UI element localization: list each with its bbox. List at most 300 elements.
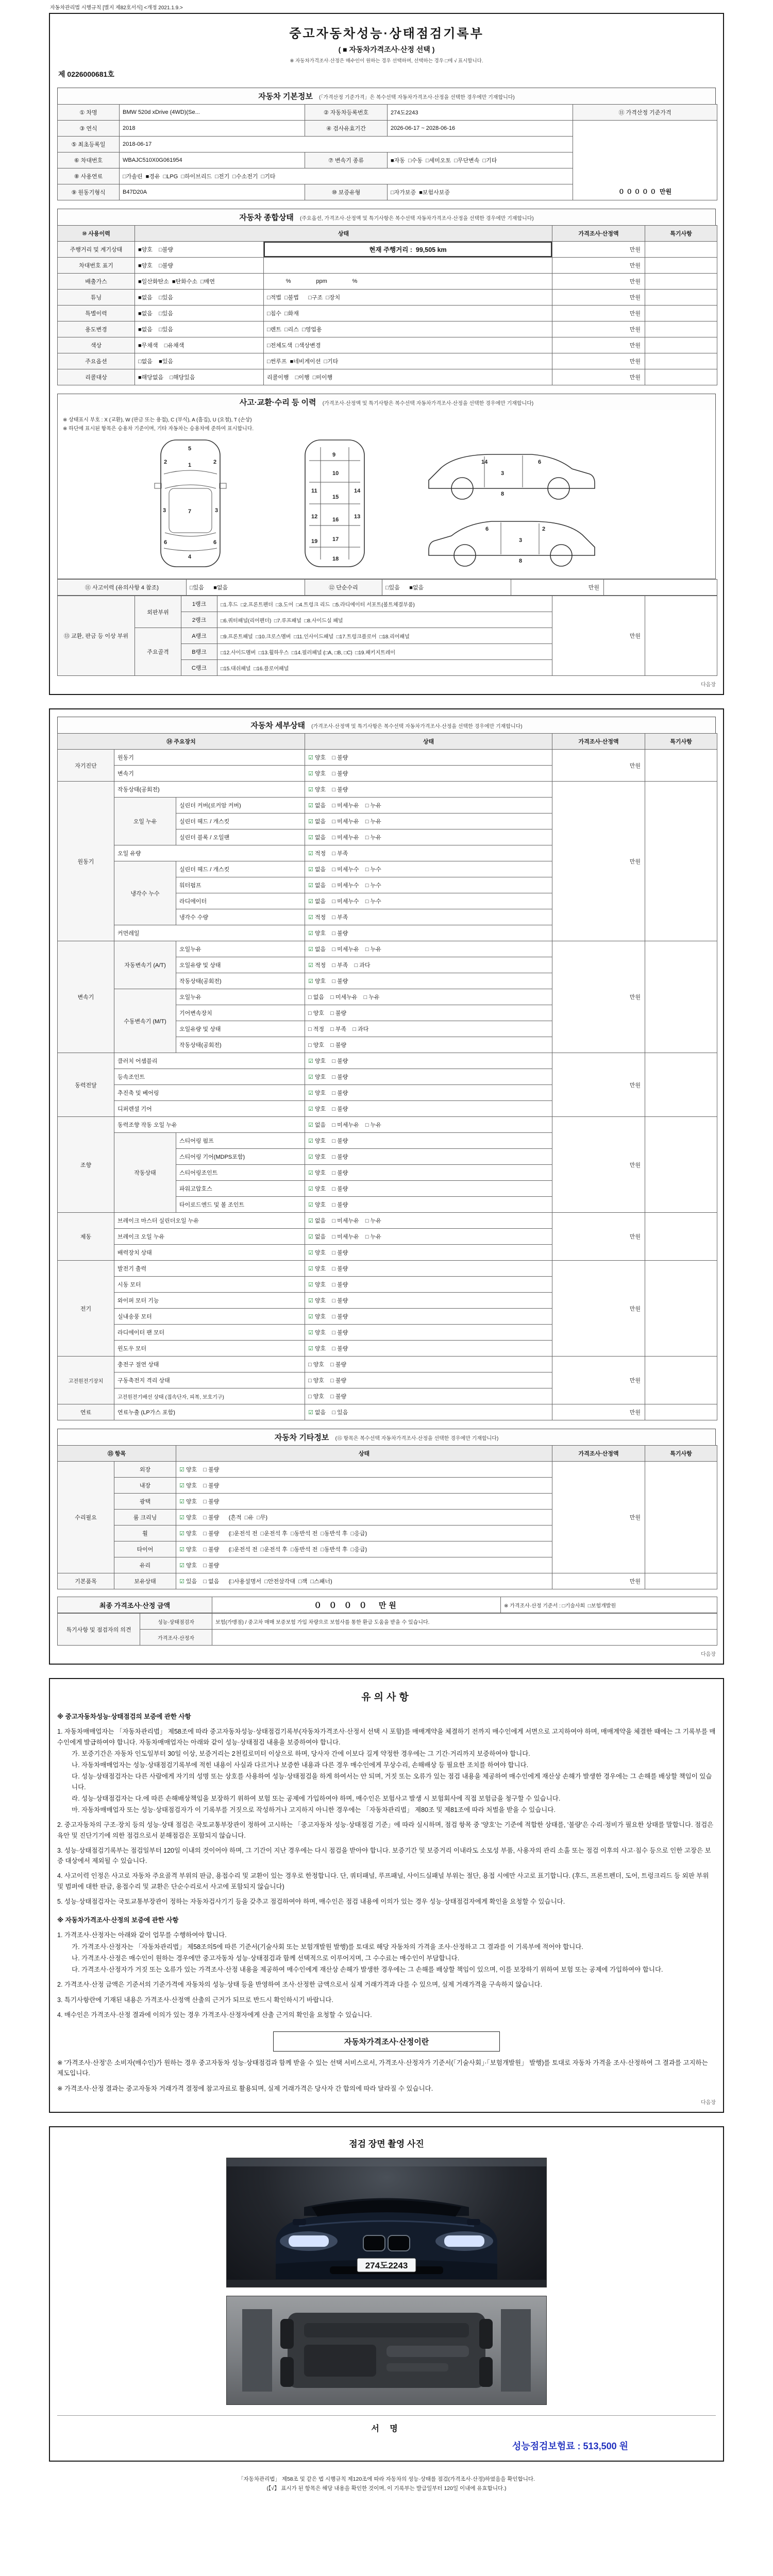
svg-text:11: 11 <box>311 488 317 494</box>
page-title: 중고자동차성능·상태점검기록부 <box>289 27 484 41</box>
paragraph: 다. 성능·상태점검자는 다른 사람에게 자기의 성명 또는 상호를 사용하여 성능·상태점검을 하게 하여서는 안 되며, 거짓 또는 오류가 있는 점검 내용을 제공하여 매수인에게 재산상 손해가 발생한 경우에는 그 손해를 배상할 책임이 있습니다. <box>72 1773 712 1791</box>
cell: ② 자동차등록번호 <box>305 105 388 121</box>
cell <box>645 1053 717 1117</box>
cell: ■없음 □있음 <box>135 321 264 337</box>
cell: 커먼레일 <box>114 925 305 941</box>
cell: 등속조인트 <box>114 1069 305 1085</box>
cell: ☑ 양호 □ 불량 <box>305 1261 552 1277</box>
cell: 튜닝 <box>58 290 135 306</box>
cell: C랭크 <box>181 660 217 676</box>
next-page-label-3: 다음장 <box>701 2099 716 2106</box>
cell: ■없음 □있음 <box>135 290 264 306</box>
header-cell: ⑮ 항목 <box>58 1446 176 1462</box>
cell: ☑ 양호 □ 불량 <box>305 1341 552 1357</box>
next-page-label-1: 다음장 <box>701 682 716 688</box>
cell: ☑ 적정 □ 부족 <box>305 845 552 861</box>
cell: □ 양호 □ 불량 <box>305 1005 552 1021</box>
car-panel-diagram <box>63 433 702 572</box>
cell: 브레이크 오일 누유 <box>114 1229 305 1245</box>
cell: ☑ 없음 □ 미세누유 □ 누유 <box>305 829 552 845</box>
svg-text:4: 4 <box>188 554 192 560</box>
cell: 시동 모터 <box>114 1277 305 1293</box>
next-page-label-2: 다음장 <box>701 1652 716 1657</box>
cell: 광택 <box>114 1494 176 1510</box>
cell: 2018 <box>120 121 305 137</box>
cell: 변속기 <box>114 766 305 782</box>
paragraph: 2. 가격조사·산정 금액은 기준서의 기준가격에 자동차의 성능·상태 등을 반영하여 조사·산정한 금액으로서 실제 거래가격과 다를 수 있으며, 실제 거래가격을 구속하지 않습니다. <box>57 1981 543 1989</box>
svg-text:5: 5 <box>188 446 192 452</box>
cell <box>645 1357 717 1404</box>
cell <box>645 258 717 274</box>
cell <box>645 321 717 337</box>
cell: ☑ 양호 □ 불량 <box>176 1462 552 1478</box>
cell: 수동변속기 (M/T) <box>114 989 176 1053</box>
cell: □있음 ■없음 <box>382 580 511 596</box>
cell: 만원 <box>552 1261 645 1357</box>
cell <box>645 290 717 306</box>
cell: ☑ 없음 □ 미세누유 □ 누유 <box>305 1229 552 1245</box>
cell: ☑ 양호 □ 불량 <box>305 1325 552 1341</box>
paragraph: 나. 가격조사·산정은 매수인이 원하는 경우에만 중고자동차 성능·상태점검과 함께 선택적으로 이루어지며, 그 수수료는 매수인이 부담합니다. <box>72 1954 460 1962</box>
cell: 윈도우 모터 <box>114 1341 305 1357</box>
cell: ☑ 양호 □ 불량 <box>176 1494 552 1510</box>
header-cell: ⑩ 사용이력 <box>58 226 135 242</box>
cell: 만원 <box>511 580 604 596</box>
cell: 만원 <box>552 1462 645 1573</box>
exchange-panel-table <box>57 596 716 676</box>
cell: 배력장치 상태 <box>114 1245 305 1261</box>
header-cell: 특기사항 <box>645 226 717 242</box>
paragraph: ※ 가격조사·산정 결과는 중고자동차 거래가격 결정에 참고자료로 활용되며, 실제 거래가격은 당사자 간 합의에 따라 달라질 수 있습니다. <box>57 2084 433 2092</box>
overall-title: 자동차 종합상태 <box>239 213 294 222</box>
paragraph: 마. 자동차매매업자 또는 성능·상태점검자가 이 기록부를 거짓으로 작성하거나 고지하지 아니한 경우에는 「자동차관리법」 제80조 및 제81조에 따라 처벌을 받을 수 있습니다. <box>72 1806 556 1814</box>
car-diagram-underbody-view <box>305 440 364 567</box>
paragraph: 2. 중고자동차의 구조·장치 등의 성능·상태 점검은 국토교통부장관이 정하여 고시하는 「중고자동차 성능·상태점검 기준」에 따라 실시하며, 점검 항목 중 '양호'는 기준에 적합한 상태를, '불량'은 수리·정비가 필요한 상태를 말합니다. 점검은 육안 및 진단기기에 의한 점검으로서 분해점검은 포함되지 않습니다. <box>57 1821 714 1839</box>
accident-note: (가격조사·산정액 및 특기사항은 복수선택 자동차가격조사·산정을 선택한 경우에만 기재합니다) <box>322 401 534 406</box>
cell: 최종 가격조사·산정 금액 <box>58 1597 212 1613</box>
paragraph: 다. 가격조사·산정자가 거짓 또는 오류가 있는 가격조사·산정 내용을 제공하여 매수인에게 재산상 손해가 발생한 경우에는 그 손해를 배상할 책임이 있으며, 이를 보장하기 위하여 보험 또는 공제에 가입하여야 합니다. <box>72 1966 663 1973</box>
cell: 차대번호 표기 <box>58 258 135 274</box>
detail-title: 자동차 세부상태 <box>250 721 305 730</box>
header-cell: ⑭ 주요장치 <box>58 734 305 750</box>
detail-band <box>57 717 716 733</box>
cell: ※ 가격조사·산정 기준서 : □기술사회 □보험개발원 <box>501 1597 717 1613</box>
svg-text:3: 3 <box>163 507 166 514</box>
cell: 만원 <box>552 290 645 306</box>
svg-text:16: 16 <box>332 517 339 523</box>
cell: 동력조향 작동 오일 누유 <box>114 1117 305 1133</box>
cell: 현재 주행거리 : 99,505 km <box>264 242 552 258</box>
cell: ■자동 □수동 □세미오토 □무단변속 □기타 <box>388 152 573 168</box>
cell <box>264 258 552 274</box>
cell: □있음 ■없음 <box>187 580 305 596</box>
paragraph: 1. 가격조사·산정자는 아래와 같이 업무를 수행하여야 합니다. <box>57 1931 227 1939</box>
cell <box>645 369 717 385</box>
cell: 만원 <box>552 1573 645 1589</box>
cell: 만원 <box>552 369 645 385</box>
paragraph: 4. 매수인은 가격조사·산정 결과에 이의가 있는 경우 가격조사·산정자에게 산출 근거의 확인을 요청할 수 있습니다. <box>57 2011 372 2019</box>
cell: 만원 <box>552 321 645 337</box>
doc-number: 제 0226000681호 <box>58 70 114 78</box>
cell: 만원 <box>552 274 645 290</box>
svg-text:14: 14 <box>481 459 488 465</box>
paragraph: 3. 특기사항란에 기재된 내용은 가격조사·산정액 산출의 근거가 되므로 반드시 확인하시기 바랍니다. <box>57 1996 333 2004</box>
cell: 추진축 및 베어링 <box>114 1085 305 1101</box>
cell: 작동상태(공회전) <box>176 973 305 989</box>
svg-text:13: 13 <box>354 514 361 520</box>
cell: 동력전달 <box>58 1053 114 1117</box>
cell: ☑ 양호 □ 불량 (□운전석 전 □운전석 후 □동반석 전 □동반석 후 □응급) <box>176 1541 552 1557</box>
cell: □침수 □화재 <box>264 306 552 321</box>
cell: 조향 <box>58 1117 114 1213</box>
svg-text:6: 6 <box>213 539 217 546</box>
cell <box>645 782 717 941</box>
cell: ☑ 없음 □ 미세누수 □ 누수 <box>305 861 552 877</box>
cell: 보유상태 <box>114 1573 176 1589</box>
cell: □6.쿼터패널(리어펜더) □7.루프패널 □8.사이드실 패널 <box>217 612 552 628</box>
cell: □전체도색 □색상변경 <box>264 337 552 353</box>
cell: 워터펌프 <box>176 877 305 893</box>
cell: ☑ 양호 □ 불량 (□운전석 전 □운전석 후 □동반석 전 □동반석 후 □응급) <box>176 1526 552 1541</box>
cell: 연료누출 (LP가스 포함) <box>114 1404 305 1420</box>
cell: 외판부위 <box>135 596 181 628</box>
cell: ☑ 없음 □ 미세누유 □ 누유 <box>305 1117 552 1133</box>
page-subtitle-note: ※ 자동차가격조사·산정은 매수인이 원하는 경우 선택하며, 선택하는 경우 □에 √ 표시합니다. <box>290 58 483 64</box>
cell <box>645 1117 717 1213</box>
cell: 작동상태(공회전) <box>176 1037 305 1053</box>
cell: 스티어링조인트 <box>176 1165 305 1181</box>
notes-paragraphs <box>57 1711 716 2020</box>
header-cell: 특기사항 <box>645 1446 717 1462</box>
cell: 1랭크 <box>181 596 217 612</box>
detail-state-table <box>57 733 716 1420</box>
cell: ☑ 양호 □ 불량 <box>305 1165 552 1181</box>
cell: ☑ 양호 □ 불량 <box>305 1277 552 1293</box>
cell: 스티어링 펌프 <box>176 1133 305 1149</box>
svg-text:3: 3 <box>215 507 219 514</box>
header-cell: 상태 <box>135 226 552 242</box>
cell: 파워고압호스 <box>176 1181 305 1197</box>
license-plate-number: 274도2243 <box>365 2260 408 2270</box>
svg-text:3: 3 <box>501 470 505 477</box>
legal-footer-line-2: (【√】 표시가 된 항목은 해당 내용을 확인한 것이며, 이 기록부는 발급일부터 120일 이내에 유효합니다.) <box>266 2485 507 2492</box>
cell: 특별이력 <box>58 306 135 321</box>
cell: □ 양호 □ 불량 <box>305 1388 552 1404</box>
cell: 주행거리 및 계기상태 <box>58 242 135 258</box>
paragraph: 가. 가격조사·산정자는 「자동차관리법」 제58조의5에 따른 기준서(기술사회 또는 보험개발원 발행)를 토대로 해당 자동차의 가격을 조사·산정하고 그 결과를 이 기록부에 적어야 합니다. <box>72 1943 583 1951</box>
cell: 만원 <box>552 941 645 1053</box>
cell: □썬루프 ■네비게이션 □기타 <box>264 353 552 369</box>
cell: ☑ 양호 □ 불량 <box>305 1181 552 1197</box>
cell: ⑪ 사고이력 (유의사항 4 참조) <box>58 580 187 596</box>
misc-info-table <box>57 1445 716 1589</box>
cell: 고전원전기장치 <box>58 1357 114 1404</box>
cell: □자가보증 ■보험사보증 <box>388 184 573 200</box>
paragraph: ※ 중고자동차성능·상태점검의 보증에 관한 사항 <box>57 1713 191 1720</box>
cell: ☑ 양호 □ 불량 <box>176 1478 552 1494</box>
overall-note: (주요옵션, 가격조사·산정액 및 특기사항은 복수선택 자동차가격조사·산정을 선택한 경우에만 기재합니다) <box>300 216 534 222</box>
cell: 충전구 절연 상태 <box>114 1357 305 1372</box>
cell <box>645 1213 717 1261</box>
cell <box>645 1462 717 1573</box>
cell: 자기진단 <box>58 750 114 782</box>
cell: ☑ 없음 □ 미세누수 □ 누수 <box>305 877 552 893</box>
cell: ☑ 양호 □ 불량 <box>305 1085 552 1101</box>
cell: 외장 <box>114 1462 176 1478</box>
diagram-legend-2: ※ 하단에 표시된 항목은 승용차 기준이며, 기타 자동차는 승용차에 준하여 표시합니다. <box>63 426 254 432</box>
overall-state-table <box>57 225 716 385</box>
cell: 클러치 어셈블리 <box>114 1053 305 1069</box>
cell: ⑦ 변속기 종류 <box>305 152 388 168</box>
section-box-main <box>49 13 724 695</box>
cell: ☑ 양호 □ 불량 <box>305 1293 552 1309</box>
svg-text:1: 1 <box>188 462 192 468</box>
svg-text:2: 2 <box>542 526 546 532</box>
cell: 냉각수 수량 <box>176 909 305 925</box>
svg-text:17: 17 <box>332 536 339 543</box>
diagram-legend-1: ※ 상태표시 부호 : X (교환), W (판금 또는 용접), C (부식), A (흠집), U (요철), T (손상) <box>63 417 252 423</box>
cell: 구동축전지 격리 상태 <box>114 1372 305 1388</box>
cell: WBAJC510X0G061954 <box>120 152 305 168</box>
cell: ③ 연식 <box>58 121 120 137</box>
cell: 오일 누유 <box>114 798 176 845</box>
cell: ⑪ 가격산정 기준가격 <box>573 105 717 121</box>
cell: 기본품목 <box>58 1573 114 1589</box>
cell: ☑ 없음 □ 있음 <box>305 1404 552 1420</box>
misc-title: 자동차 기타정보 <box>274 1433 329 1442</box>
cell: B47D20A <box>120 184 305 200</box>
cell: 용도변경 <box>58 321 135 337</box>
svg-text:15: 15 <box>332 494 339 500</box>
cell: 유리 <box>114 1557 176 1573</box>
paragraph: ※ '가격조사·산정'은 소비자(매수인)가 원하는 경우 중고자동차 성능·상태점검과 함께 받을 수 있는 선택 서비스로서, 가격조사·산정자가 기준서(「기술사회」·「보험개발원」 발행)를 토대로 자동차 가격을 조사·산정하여 그 결과를 고지하는 제도입니다. <box>57 2059 708 2077</box>
cell: ① 차명 <box>58 105 120 121</box>
cell: 브레이크 마스터 실린더오일 누유 <box>114 1213 305 1229</box>
cell <box>645 353 717 369</box>
cell: ⑥ 차대번호 <box>58 152 120 168</box>
svg-text:3: 3 <box>519 537 523 544</box>
cell: ⑤ 최초등록일 <box>58 137 120 152</box>
cell: ☑ 있음 □ 없음 (□사용설명서 □안전삼각대 □잭 □스패너) <box>176 1573 552 1589</box>
cell <box>645 941 717 1053</box>
cell: □9.프론트패널 □10.크로스멤버 □11.인사이드패널 □17.트렁크플로어 □18.리어패널 <box>217 628 552 644</box>
header-cell: 가격조사·산정액 <box>552 1446 645 1462</box>
cell <box>645 306 717 321</box>
cell: ■무채색 □유채색 <box>135 337 264 353</box>
cell: 보험(가맹점) / 중고차 매매 보증보험 가입 차량으로 보험사를 통한 환급 도움을 받을 수 있습니다. <box>212 1614 717 1630</box>
cell: □없음 ■있음 <box>135 353 264 369</box>
cell: 배출가스 <box>58 274 135 290</box>
cell <box>645 274 717 290</box>
paragraph: 나. 자동차매매업자는 성능·상태점검기록부에 적힌 내용이 사실과 다르거나 보증한 내용과 다른 경우 매수인에게 무상수리, 손해배상 등 필요한 조치를 하여야 합니다. <box>72 1761 529 1769</box>
cell: 룸 크리닝 <box>114 1510 176 1526</box>
cell: □ 양호 □ 불량 <box>305 1037 552 1053</box>
cell: 실린더 헤드 / 개스킷 <box>176 861 305 877</box>
car-diagram-top-view <box>155 440 226 567</box>
cell: □적법 □불법 □구조 □장치 <box>264 290 552 306</box>
svg-text:2: 2 <box>213 459 217 465</box>
cell <box>604 580 717 596</box>
cell <box>645 750 717 782</box>
cell: ⑬ 교환, 판금 등 이상 부위 <box>58 596 135 676</box>
cell: □가솔린 ■경유 □LPG □하이브리드 □전기 □수소전기 □기타 <box>120 168 573 184</box>
cell: 만원 <box>552 782 645 941</box>
cell: 작동상태(공회전) <box>114 782 305 798</box>
price-survey-definition-paragraphs <box>57 2058 716 2094</box>
cell: ☑ 양호 □ 불량 <box>305 1245 552 1261</box>
cell: 만원 <box>552 1213 645 1261</box>
cell: □12.사이드멤버 □13.휠하우스 □14.필러패널 (□A, □B, □C) □19.패키지트레이 <box>217 644 552 660</box>
cell: 주요골격 <box>135 628 181 676</box>
car-diagram-side-view-right <box>429 521 595 566</box>
cell: 라디에이터 <box>176 893 305 909</box>
cell: 만원 <box>552 1117 645 1213</box>
cell: 만원 <box>552 306 645 321</box>
inspector-opinion-table <box>57 1613 716 1646</box>
basic-info-band <box>57 88 716 104</box>
cell: ■양호 □불량 <box>135 242 264 258</box>
cell: % ppm % <box>264 274 552 290</box>
cell: 타이어 <box>114 1541 176 1557</box>
cell: 만원 <box>552 258 645 274</box>
cell: 라디에이터 팬 모터 <box>114 1325 305 1341</box>
price-survey-definition-title: 자동차가격조사·산정이란 <box>273 2031 500 2052</box>
cell: ⑧ 사용연료 <box>58 168 120 184</box>
cell: ☑ 양호 □ 불량 <box>305 925 552 941</box>
cell: ０ ０ ０ ０ 만원 <box>212 1597 501 1613</box>
cell: 특기사항 및 점검자의 의견 <box>58 1614 140 1646</box>
cell: ☑ 양호 □ 불량 <box>176 1557 552 1573</box>
cell: 리콜이행 □이행 □미이행 <box>264 369 552 385</box>
notes-title: 유의사항 <box>361 1692 412 1703</box>
cell: ☑ 양호 □ 불량 <box>305 1101 552 1117</box>
cell: ■없음 □있음 <box>135 306 264 321</box>
cell: □ 적정 □ 부족 □ 과다 <box>305 1021 552 1037</box>
misc-band <box>57 1429 716 1445</box>
cell: 타이로드엔드 및 볼 조인트 <box>176 1197 305 1213</box>
paragraph: 5. 성능·상태점검자는 국토교통부장관이 정하는 자동차검사기기 등을 갖추고 점검하여야 하며, 매수인은 점검 내용에 이의가 있는 경우 성능·상태점검자에게 확인을 요청할 수 있습니다. <box>57 1897 565 1905</box>
svg-text:2: 2 <box>164 459 167 465</box>
cell: 수리필요 <box>58 1462 114 1573</box>
cell: □15.대쉬패널 □16.플로어패널 <box>217 660 552 676</box>
signature-label: 서 명 <box>371 2424 402 2433</box>
form-reference: 자동차관리법 시행규칙 [별지 제82호서식] <개정 2021.1.9.> <box>50 5 183 11</box>
basic-info-note: (「가격산정 기준가격」은 복수선택 자동차가격조사·산정을 선택한 경우에만 기재합니다) <box>319 95 515 100</box>
cell: □ 없음 □ 미세누유 □ 누유 <box>305 989 552 1005</box>
paragraph: 4. 사고이력 인정은 사고로 자동차 주요골격 부위의 판금, 용접수리 및 교환이 있는 경우로 한정합니다. 단, 쿼터패널, 루프패널, 사이드실패널 부위는 절단, 용접 시에만 사고로 표기합니다. (후드, 프론트펜더, 도어, 트렁크리드 등 외판 부위 및 범퍼에 대한 판금, 용접수리 및 교환은 단순수리로서 사고에 포함되지 않습니다) <box>57 1872 709 1890</box>
cell: 변속기 <box>58 941 114 1053</box>
cell: 오일누유 <box>176 989 305 1005</box>
cell: 실린더 커버(로커암 커버) <box>176 798 305 814</box>
svg-text:7: 7 <box>188 509 192 515</box>
cell: ■양호 □불량 <box>135 258 264 274</box>
cell: ☑ 양호 □ 불량 (흔적 □유 □무) <box>176 1510 552 1526</box>
cell: 오일 유량 <box>114 845 305 861</box>
cell: 실내송풍 모터 <box>114 1309 305 1325</box>
cell: ④ 검사유효기간 <box>305 121 388 137</box>
title-block <box>57 23 716 64</box>
cell: BMW 520d xDrive (4WD)(Se... <box>120 105 305 121</box>
cell: 오일누유 <box>176 941 305 957</box>
cell: ☑ 없음 □ 미세누유 □ 누유 <box>305 798 552 814</box>
cell: ⑫ 단순수리 <box>305 580 382 596</box>
paragraph: 라. 성능·상태점검자는 다.에 따른 손해배상책임을 보장하기 위하여 보험 또는 공제에 가입하여야 하며, 매수인은 보험사고 발생 시 보험회사에 직접 보험금을 청구할 수 있습니다. <box>72 1794 561 1802</box>
vehicle-front-photo <box>226 2158 547 2287</box>
cell: 고전원전기배선 상태 (접속단자, 피복, 보호기구) <box>114 1388 305 1404</box>
accident-history-table <box>57 579 716 596</box>
svg-text:6: 6 <box>164 539 167 546</box>
section-box-notes <box>49 1678 724 2113</box>
cell: ⑨ 원동기형식 <box>58 184 120 200</box>
cell: ☑ 적정 □ 부족 <box>305 909 552 925</box>
car-diagram-area <box>57 410 716 579</box>
cell: ⑩ 보증유형 <box>305 184 388 200</box>
accident-band <box>57 394 716 410</box>
inspection-insurance-fee: 성능점검보험료 : 513,500 원 <box>512 2441 628 2451</box>
cell: 274도2243 <box>388 105 573 121</box>
svg-text:19: 19 <box>311 538 318 545</box>
cell: ☑ 적정 □ 부족 □ 과다 <box>305 957 552 973</box>
cell <box>645 242 717 258</box>
cell: ☑ 양호 □ 불량 <box>305 766 552 782</box>
cell <box>645 1404 717 1420</box>
legal-footer-line-1: 「자동차관리법」 제58조 및 같은 법 시행규칙 제120조에 따라 자동차의 성능·상태를 점검(가격조사·산정)하였음을 확인합니다. <box>238 2476 535 2482</box>
header-cell: 상태 <box>305 734 552 750</box>
cell <box>645 596 717 676</box>
cell: 만원 <box>552 337 645 353</box>
header-cell: 가격조사·산정액 <box>552 226 645 242</box>
cell: 와이퍼 모터 기능 <box>114 1293 305 1309</box>
cell: 2랭크 <box>181 612 217 628</box>
detail-note: (가격조사·산정액 및 특기사항은 복수선택 자동차가격조사·산정을 선택한 경우에만 기재합니다) <box>311 724 523 730</box>
cell: 작동상태 <box>114 1133 176 1213</box>
vehicle-underbody-photo-image <box>227 2296 546 2404</box>
cell: ☑ 없음 □ 미세누유 □ 누유 <box>305 814 552 829</box>
cell: 디퍼렌셜 기어 <box>114 1101 305 1117</box>
cell: 전기 <box>58 1261 114 1357</box>
car-diagram-side-view-left <box>429 454 595 499</box>
cell: ☑ 양호 □ 불량 <box>305 1309 552 1325</box>
cell: 만원 <box>552 242 645 258</box>
basic-info-table <box>57 104 716 200</box>
cell: 제동 <box>58 1213 114 1261</box>
cell: 성능·상태점검자 <box>140 1614 212 1630</box>
final-amount-table <box>57 1597 716 1613</box>
header-cell: 특기사항 <box>645 734 717 750</box>
cell: ☑ 양호 □ 불량 <box>305 782 552 798</box>
svg-text:9: 9 <box>332 452 336 458</box>
cell: □ 양호 □ 불량 <box>305 1357 552 1372</box>
svg-text:14: 14 <box>354 488 361 494</box>
paragraph: 3. 성능·상태점검기록부는 점검일부터 120일 이내의 것이어야 하며, 그 기간이 지난 경우에는 다시 점검을 받아야 합니다. 보증기간 및 보증거리 이내라도 소모성 부품, 사용자의 관리 소홀 또는 점검 이후의 사고·침수 등으로 인한 고장은 보증 대상에서 제외될 수 있습니다. <box>57 1846 711 1865</box>
signature-area <box>57 2415 716 2454</box>
section-box-detail <box>49 708 724 1665</box>
cell: □ 양호 □ 불량 <box>305 1372 552 1388</box>
cell: 만원 <box>552 1404 645 1420</box>
cell: A랭크 <box>181 628 217 644</box>
cell: 2018-06-17 <box>120 137 573 152</box>
cell: 스티어링 기어(MDPS포함) <box>176 1149 305 1165</box>
svg-text:18: 18 <box>332 556 339 562</box>
legal-footer <box>49 2475 724 2494</box>
svg-text:6: 6 <box>485 526 489 532</box>
cell: 주요옵션 <box>58 353 135 369</box>
cell: ☑ 없음 □ 미세누유 □ 누유 <box>305 941 552 957</box>
cell: ☑ 없음 □ 미세누유 □ 누유 <box>305 1213 552 1229</box>
paragraph: ※ 자동차가격조사·산정의 보증에 관한 사항 <box>57 1917 179 1924</box>
cell: 오일유량 및 상태 <box>176 957 305 973</box>
photo-list <box>57 2158 716 2405</box>
